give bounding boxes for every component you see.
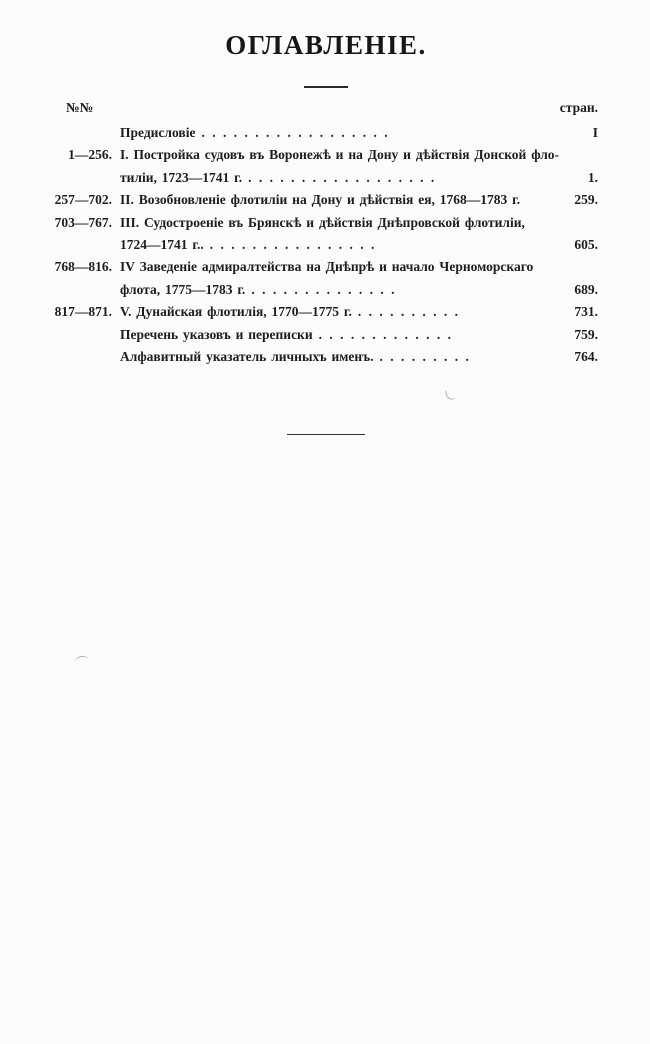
dot-leader: . . . . . . . . . — [379, 349, 471, 365]
book-page — [0, 0, 650, 435]
entry-number: 768—816. — [54, 259, 112, 275]
entry-page: 605. — [574, 237, 598, 253]
entry-number: 257—702. — [54, 192, 112, 208]
entry-title: I. Постройка судовъ въ Воронежѣ и на Дону и дѣйствія Донской фло- — [120, 147, 560, 163]
entry-number: 703—767. — [54, 214, 112, 230]
toc-column-headers — [54, 100, 598, 116]
entry-page: 1. — [587, 169, 598, 185]
entry-title: V. Дунайская флотилія, 1770—1775 г. — [120, 304, 352, 320]
toc-row — [54, 167, 598, 189]
entry-page: 759. — [574, 326, 598, 342]
entry-number: 1—256. — [68, 147, 112, 163]
table-of-contents — [54, 122, 598, 368]
toc-row — [54, 324, 598, 346]
entry-title: Перечень указовъ и переписки — [120, 326, 313, 342]
entry-page: 259. — [574, 192, 598, 208]
entry-number: 817—871. — [54, 304, 112, 320]
entry-title: 1724—1741 г.. — [120, 237, 204, 253]
toc-row — [54, 234, 598, 256]
entry-page: I — [592, 125, 598, 140]
entry-page: 731. — [574, 304, 598, 320]
dot-leader: . . . . . . . . . . — [357, 304, 461, 320]
entry-title: II. Возобновленіе флотиліи на Дону и дѣйствія ея, 1768—1783 г. — [120, 192, 521, 208]
title-rule — [304, 86, 348, 88]
toc-row — [54, 144, 598, 166]
dot-leader: . . . . . . . . . . . . . — [318, 326, 453, 342]
toc-row — [54, 301, 598, 323]
entry-title: тиліи, 1723—1741 г. — [120, 169, 243, 185]
toc-row — [54, 122, 598, 144]
toc-row — [54, 346, 598, 368]
dot-leader: . . . . . . . . . . . . . . . . . . — [201, 125, 390, 140]
entry-title: флота, 1775—1783 г. — [120, 281, 246, 297]
page-column-header: стран. — [559, 100, 598, 115]
number-column-header: №№ — [66, 100, 94, 115]
dot-leader: . . . . . . . . . . . . . . . . — [209, 237, 377, 253]
entry-title: IV Заведеніе адмиралтейства на Днѣпрѣ и начало Черноморскаго — [120, 259, 534, 275]
toc-row — [54, 256, 598, 278]
section-divider — [287, 434, 365, 435]
dot-leader: . . . . . . . . . . . . . . — [251, 281, 397, 297]
entry-page: 689. — [574, 281, 598, 297]
entry-title: Алфавитный указатель личныхъ именъ. — [120, 349, 374, 365]
scan-artifact — [74, 655, 89, 663]
dot-leader: . . . . . . . . . . . . . . . . . . — [248, 169, 437, 185]
entry-title: Предисловіе — [120, 125, 196, 140]
toc-row — [54, 189, 598, 211]
toc-row — [54, 279, 598, 301]
entry-page: 764. — [574, 349, 598, 365]
toc-row — [54, 212, 598, 234]
entry-title: III. Судостроеніе въ Брянскѣ и дѣйствія Днѣпровской флотиліи, — [120, 214, 525, 230]
page-title: ОГЛАВЛЕНІЕ. — [225, 30, 427, 60]
